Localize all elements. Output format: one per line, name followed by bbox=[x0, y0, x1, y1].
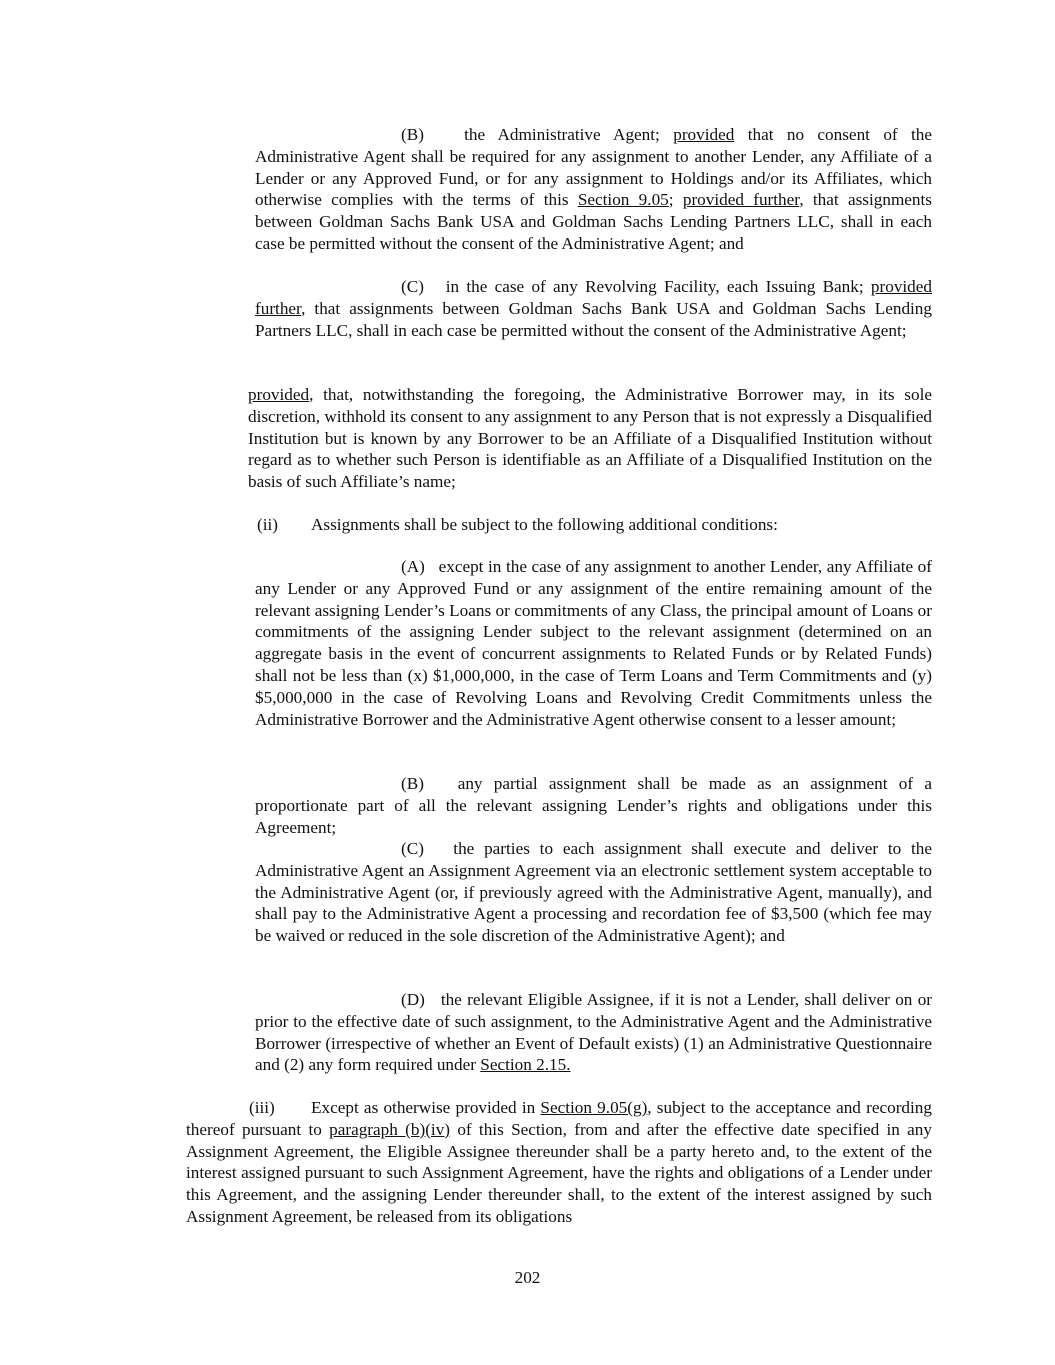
clause-c-issuing-bank bbox=[255, 276, 932, 341]
clause-label: (A) bbox=[401, 557, 425, 576]
clause-a-minimum-amount bbox=[255, 556, 932, 730]
proviso-paragraph bbox=[248, 384, 932, 493]
clause-text: any partial assignment shall be made as an assignment of a proportionate part of all the relevant assigning Lender’s rights and obligations under this Agreement; bbox=[255, 774, 933, 837]
clause-text: in the case of any Revolving Facility, each Issuing Bank; bbox=[445, 277, 871, 296]
clause-text: , that assignments between Goldman Sachs Bank USA and Goldman Sachs Lending Partners LLC, shall in each case be permitted without the consent of the Administrative Agent; and bbox=[255, 190, 932, 253]
defined-term-underlined: provided further bbox=[255, 277, 933, 318]
clause-ii-heading bbox=[257, 514, 932, 536]
clause-text: Except as otherwise provided in bbox=[311, 1098, 541, 1117]
defined-term-underlined: provided bbox=[673, 125, 735, 144]
clause-text: ; bbox=[668, 190, 683, 210]
section-reference: paragraph (b)(iv) bbox=[329, 1119, 451, 1139]
defined-term-underlined: provided bbox=[248, 385, 310, 404]
section-reference: Section 9.05(g) bbox=[540, 1098, 648, 1117]
clause-text: that no consent of the Administrative Agent shall be required for any assignment to another Lender, any Affiliate of a Lender or any Approved Fund, or for any assignment to Holdings and/or its Affiliates, which otherwise complies with the terms of this bbox=[255, 125, 933, 210]
clause-label: (D) bbox=[401, 990, 425, 1009]
clause-text: of this Section, from and after the effective date specified in any Assignment Agreement, the Eligible Assignee thereunder shall be a party hereto and, to the extent of the interest assigned pursuant to such Assignment Agreement, have the rights and obligations of a Lender under this Agreement, and the assigning Lender thereunder shall, to the extent of the interest assigned by such Assignment Agreement, be released from its obligations bbox=[186, 1119, 932, 1226]
defined-term-underlined: provided further bbox=[682, 190, 800, 210]
clause-d-eligible-assignee bbox=[255, 989, 932, 1076]
clause-label: (C) bbox=[401, 277, 424, 296]
section-reference: Section 9.05 bbox=[577, 190, 669, 210]
proviso-text: , that, notwithstanding the foregoing, the Administrative Borrower may, in its sole discretion, withhold its consent to any assignment to any Person that is not expressly a Disqualified Institution but is known by any Borrower to be an Affiliate of a Disqualified Institution without regard as to whether such Person is identifiable as an Affiliate of a Disqualified Institution on the basis of such Affiliate’s name; bbox=[248, 385, 932, 492]
clause-label: (ii) bbox=[257, 515, 278, 534]
clause-text: except in the case of any assignment to another Lender, any Affiliate of any Lender or any Approved Fund or any assignment of the entire remaining amount of the relevant assigning Lender’s Loans or commitments of any Class, the principal amount of Loans or commitments of the assigning Lender subject to the relevant assignment (determined on an aggregate basis in the event of concurrent assignments to Related Funds or by Related Funds) shall not be less than (x) $1,000,000, in the case of Term Loans and Term Commitments and (y) $5,000,000 in the case of Revolving Loans and Revolving Credit Commitments unless the Administrative Borrower and the Administrative Agent otherwise consent to a lesser amount; bbox=[255, 557, 932, 729]
section-reference: Section 2.15. bbox=[480, 1055, 571, 1075]
clause-label: (B) bbox=[401, 774, 424, 793]
clause-label: (C) bbox=[401, 839, 424, 858]
clause-b-administrative-agent bbox=[255, 124, 932, 255]
clause-label: (iii) bbox=[249, 1098, 275, 1117]
clause-iii bbox=[186, 1097, 932, 1228]
clause-text: , that assignments between Goldman Sachs Bank USA and Goldman Sachs Lending Partners LLC, shall in each case be permitted without the consent of the Administrative Agent; bbox=[255, 298, 932, 340]
clause-c-parties bbox=[255, 838, 932, 947]
clause-text: the relevant Eligible Assignee, if it is not a Lender, shall deliver on or prior to the effective date of such assignment, to the Administrative Agent and the Administrative Borrower (irrespective of whether an Event of Default exists) (1) an Administrative Questionnaire and (2) any form required under bbox=[255, 990, 933, 1075]
clause-text: the Administrative Agent; bbox=[464, 125, 674, 144]
page-number: 202 bbox=[514, 1268, 541, 1287]
clause-b-partial-assignment bbox=[255, 773, 932, 838]
clause-label: (B) bbox=[401, 125, 424, 144]
clause-text: , subject to the acceptance and recording thereof pursuant to bbox=[186, 1098, 932, 1139]
clause-text: the parties to each assignment shall execute and deliver to the Administrative Agent an Assignment Agreement via an electronic settlement system acceptable to the Administrative Agent (or, if previously agreed with the Administrative Agent, manually), and shall pay to the Administrative Agent a processing and recordation fee of $3,500 (which fee may be waived or reduced in the sole discretion of the Administrative Agent); and bbox=[255, 839, 933, 946]
clause-text: Assignments shall be subject to the following additional conditions: bbox=[311, 515, 778, 534]
